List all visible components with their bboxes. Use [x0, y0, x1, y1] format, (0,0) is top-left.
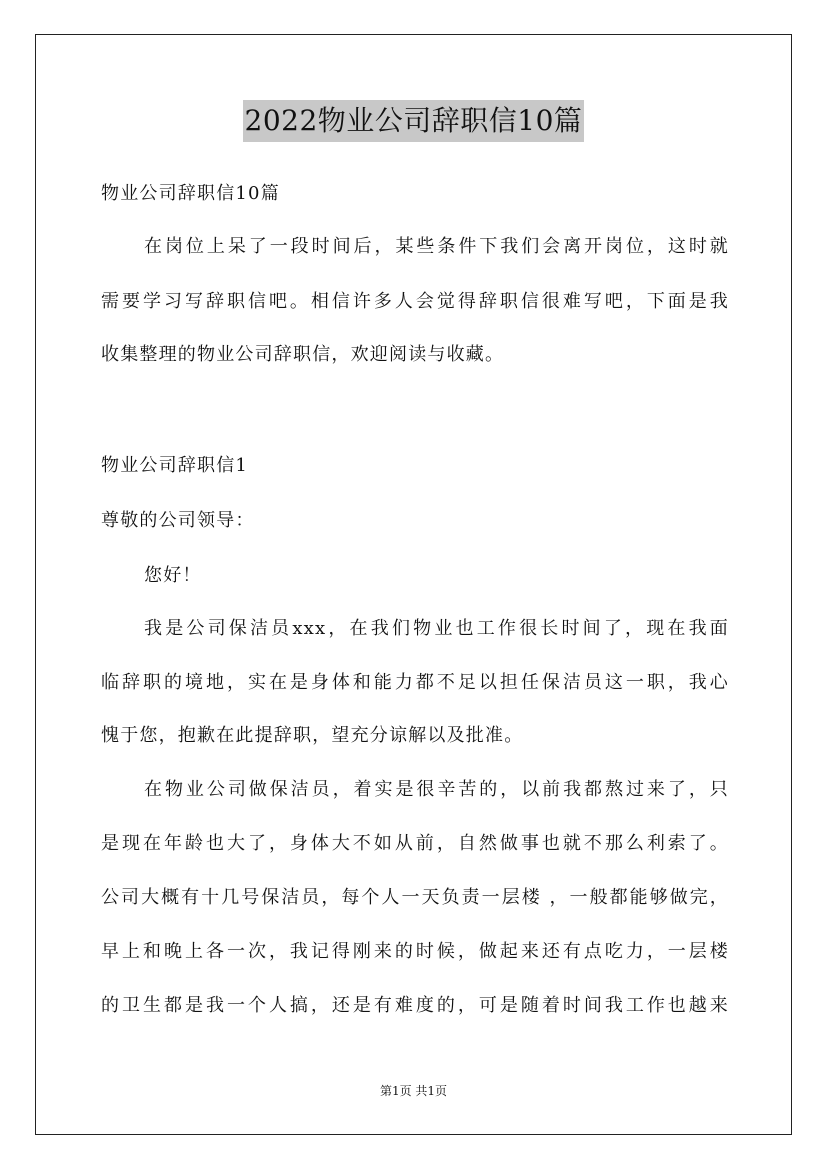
greeting: 您好！	[144, 565, 202, 586]
para2-line-2: 是现在年龄也大了，身体大不如从前，自然做事也就不那么利索了。	[101, 833, 729, 854]
para2-line-4: 早上和晚上各一次，我记得刚来的时候，做起来还有点吃力，一层楼	[101, 941, 729, 962]
intro-line-3: 收集整理的物业公司辞职信，欢迎阅读与收藏。	[101, 344, 505, 365]
letter-heading: 物业公司辞职信1	[101, 455, 249, 476]
title-container	[0, 100, 827, 142]
para1-line-3: 愧于您，抱歉在此提辞职，望充分谅解以及批准。	[101, 725, 524, 746]
page-footer: 第1页 共1页	[379, 1084, 448, 1098]
para1-line-1: 我是公司保洁员xxx，在我们物业也工作很长时间了，现在我面	[144, 618, 729, 639]
para1-line-2: 临辞职的境地，实在是身体和能力都不足以担任保洁员这一职，我心	[101, 672, 729, 693]
subtitle: 物业公司辞职信10篇	[101, 183, 280, 204]
para2-line-5: 的卫生都是我一个人搞，还是有难度的，可是随着时间我工作也越来	[101, 995, 729, 1016]
salutation: 尊敬的公司领导：	[101, 510, 255, 531]
intro-line-2: 需要学习写辞职信吧。相信许多人会觉得辞职信很难写吧，下面是我	[101, 291, 729, 312]
para2-line-3: 公司大概有十几号保洁员，每个人一天负责一层楼 ，一般都能够做完，	[101, 887, 729, 908]
para2-line-1: 在物业公司做保洁员，着实是很辛苦的，以前我都熬过来了，只	[144, 779, 729, 800]
document-title: 2022物业公司辞职信10篇	[243, 100, 585, 142]
intro-line-1: 在岗位上呆了一段时间后，某些条件下我们会离开岗位，这时就	[144, 236, 729, 257]
